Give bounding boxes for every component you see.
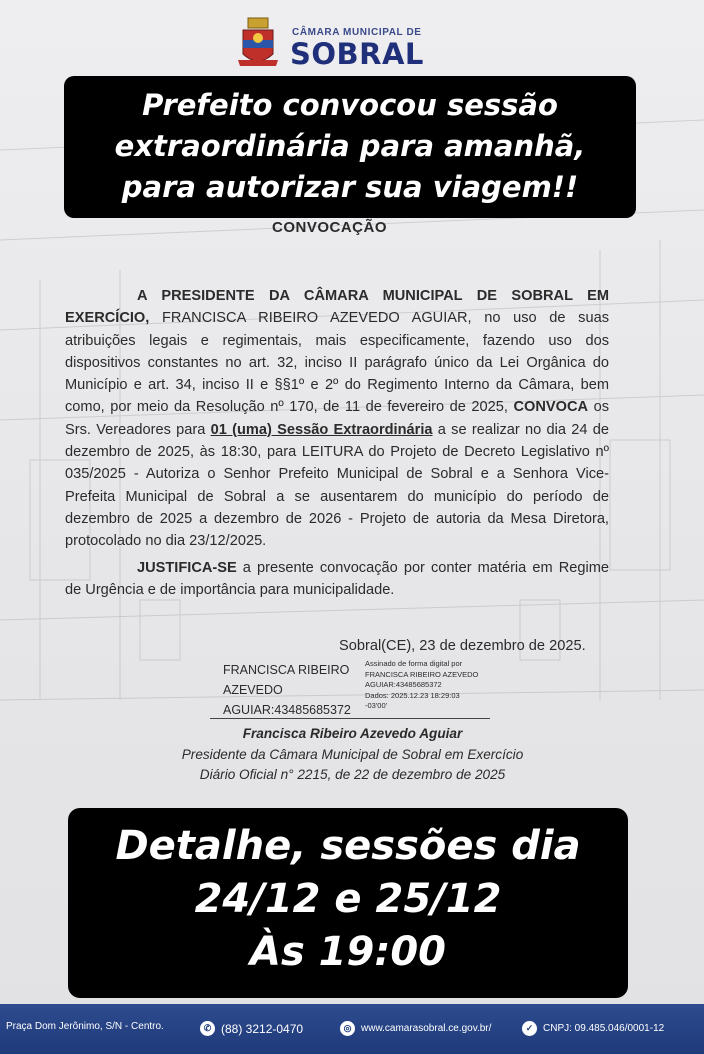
digital-signature-meta bbox=[365, 659, 505, 712]
document-title: CONVOCAÇÃO bbox=[272, 219, 388, 236]
signer-block bbox=[100, 724, 605, 786]
gazette-reference: Diário Oficial n° 2215, de 22 de dezembro de 2025 bbox=[199, 767, 506, 782]
detail-banner bbox=[68, 808, 628, 998]
globe-icon: ◎ bbox=[340, 1021, 355, 1036]
detail-line: Às 19:00 bbox=[249, 929, 446, 975]
signature-line bbox=[210, 718, 490, 719]
footer-phone[interactable] bbox=[200, 1021, 303, 1036]
logo-subtitle: CÂMARA MUNICIPAL DE bbox=[292, 27, 422, 38]
phone-text: (88) 3212-0470 bbox=[221, 1021, 304, 1036]
footer-address bbox=[6, 1021, 164, 1032]
logo-title: SOBRAL bbox=[290, 37, 424, 71]
headline-line: extraordinária para amanhã, bbox=[114, 129, 586, 163]
date-line: Sobral(CE), 23 de dezembro de 2025. bbox=[339, 638, 586, 654]
website-text: www.camarasobral.ce.gov.br/ bbox=[361, 1023, 492, 1034]
bold-text: A PRESIDENTE DA CÂMARA MUNICIPAL DE SOBRAL EM EXERCÍCIO, bbox=[65, 288, 609, 327]
footer-website[interactable] bbox=[340, 1021, 491, 1036]
headline-banner bbox=[64, 76, 636, 218]
body-text: os Srs. Vereadores para bbox=[65, 399, 609, 438]
signer-role: Presidente da Câmara Municipal de Sobral em Exercício bbox=[181, 746, 524, 762]
footer-cnpj bbox=[522, 1021, 664, 1036]
cnpj-text: CNPJ: 09.485.046/0001-12 bbox=[543, 1023, 665, 1034]
detail-line: 24/12 e 25/12 bbox=[194, 876, 502, 922]
coat-of-arms-icon bbox=[238, 16, 278, 74]
body-text: FRANCISCA RIBEIRO AZEVEDO AGUIAR, no uso de suas atribuições legais e regimentais, mais especificamente, fazendo uso dos dispositivos constantes no art. 32, inciso II parágrafo único da Lei Orgânica do Município e art. 34, inciso II e §§1º e 2º do Regimento Interno da Câmara, bem como, por meio da Resolução nº 170, de 11 de fevereiro de 2025, bbox=[65, 310, 609, 416]
session-highlight: 01 (uma) Sessão Extraordinária bbox=[210, 421, 433, 438]
chamber-logo bbox=[238, 16, 438, 74]
signature-name-line: FRANCISCA RIBEIRO bbox=[223, 663, 350, 677]
paragraph-convocation bbox=[65, 285, 609, 553]
footer-bar bbox=[0, 1004, 704, 1054]
paragraph-justification bbox=[65, 557, 609, 602]
document-body bbox=[65, 285, 609, 601]
signature-meta-line: -03'00' bbox=[365, 701, 388, 710]
detail-line: Detalhe, sessões dia bbox=[115, 823, 581, 869]
headline-line: Prefeito convocou sessão bbox=[142, 88, 558, 122]
headline-line: para autorizar sua viagem!! bbox=[121, 170, 579, 204]
phone-icon: ✆ bbox=[200, 1021, 215, 1036]
signature-meta-line: Dados: 2025.12.23 18:29:03 bbox=[365, 690, 460, 700]
body-text: a se realizar no dia 24 de dezembro de 2025, às 18:30, para LEITURA do Projeto de Decreto Legislativo nº 035/2025 - Autoriza o Senhor Prefeito Municipal de Sobral e a Senhora Vice-Prefeita Municipal de Sobral a se ausentarem do município do período de dezembro de 2025 a dezembro de 2026 - Projeto de autoria da Mesa Diretora, protocolado no dia 23/12/2025. bbox=[65, 421, 609, 550]
signature-meta-line: Assinado de forma digital por bbox=[365, 659, 463, 668]
signature-meta-line: FRANCISCA RIBEIRO AZEVEDO bbox=[365, 669, 479, 679]
address-text: Praça Dom Jerônimo, S/N - Centro. bbox=[6, 1021, 164, 1032]
bold-text: CONVOCA bbox=[513, 399, 589, 416]
digital-signature-name bbox=[223, 660, 363, 720]
body-text: a presente convocação por conter matéria em Regime de Urgência e de importância para municipalidade. bbox=[65, 559, 609, 598]
bold-text: JUSTIFICA-SE bbox=[137, 559, 237, 576]
signature-name-line: AZEVEDO bbox=[223, 683, 283, 697]
signer-name: Francisca Ribeiro Azevedo Aguiar bbox=[242, 726, 463, 741]
check-icon: ✓ bbox=[522, 1021, 537, 1036]
signature-name-line: AGUIAR:43485685372 bbox=[223, 703, 351, 717]
signature-meta-line: AGUIAR:43485685372 bbox=[365, 680, 442, 689]
